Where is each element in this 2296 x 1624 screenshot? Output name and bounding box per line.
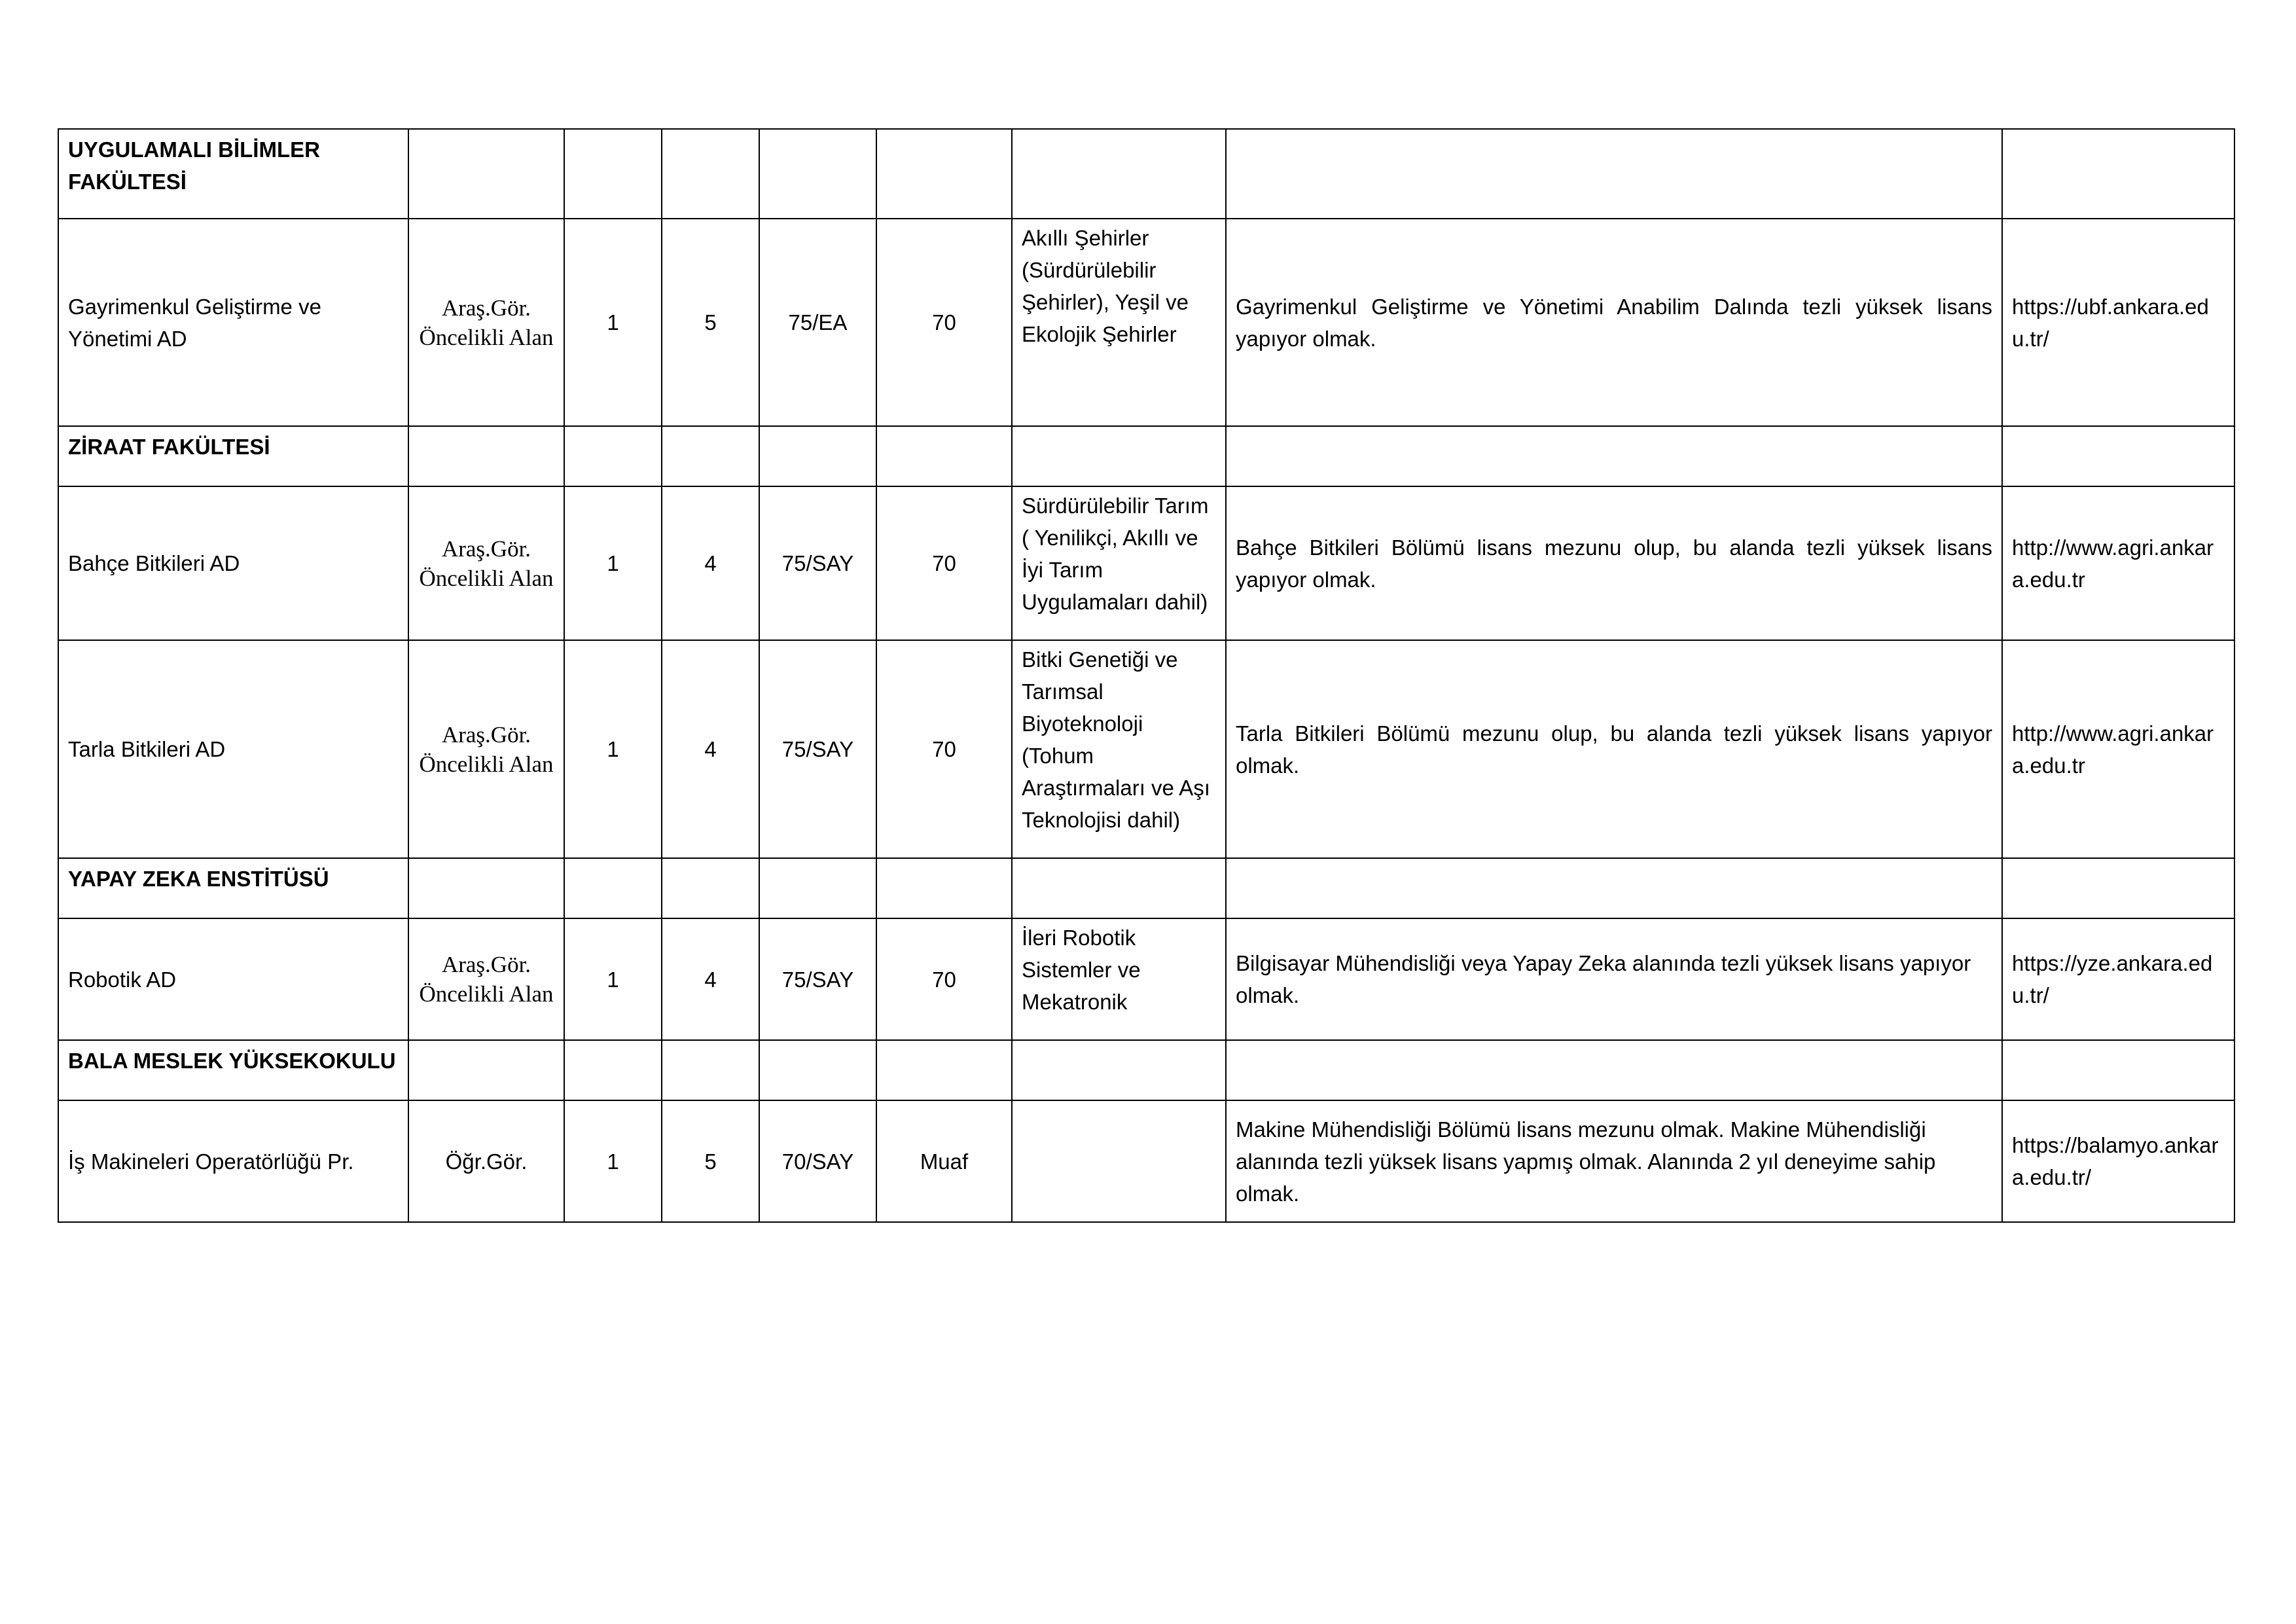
section-title: YAPAY ZEKA ENSTİTÜSÜ <box>58 858 408 918</box>
title-cell: Araş.Gör. Öncelikli Alan <box>408 918 564 1040</box>
unit-cell: Tarla Bitkileri AD <box>58 640 408 858</box>
url-cell: https://yze.ankara.edu.tr/ <box>2002 918 2234 1040</box>
url-cell: https://ubf.ankara.edu.tr/ <box>2002 219 2234 426</box>
ales-cell: 75/SAY <box>759 640 876 858</box>
section-row <box>58 1040 2234 1100</box>
requirement-cell: Gayrimenkul Geliştirme ve Yönetimi Anabilim Dalında tezli yüksek lisans yapıyor olmak. <box>1226 219 2002 426</box>
section-row <box>58 858 2234 918</box>
lang-cell: 70 <box>876 640 1012 858</box>
ales-cell: 70/SAY <box>759 1100 876 1222</box>
ales-cell: 75/SAY <box>759 486 876 640</box>
area-cell: Sürdürülebilir Tarım ( Yenilikçi, Akıllı ve İyi Tarım Uygulamaları dahil) <box>1012 486 1226 640</box>
requirement-cell: Bahçe Bitkileri Bölümü lisans mezunu olup, bu alanda tezli yüksek lisans yapıyor olmak. <box>1226 486 2002 640</box>
count-cell: 1 <box>564 486 662 640</box>
positions-table <box>58 128 2235 1223</box>
title-cell: Araş.Gör. Öncelikli Alan <box>408 640 564 858</box>
count-cell: 1 <box>564 918 662 1040</box>
area-cell: İleri Robotik Sistemler ve Mekatronik <box>1012 918 1226 1040</box>
table-row <box>58 219 2234 426</box>
title-cell: Araş.Gör. Öncelikli Alan <box>408 219 564 426</box>
section-title: BALA MESLEK YÜKSEKOKULU <box>58 1040 408 1100</box>
unit-cell: İş Makineleri Operatörlüğü Pr. <box>58 1100 408 1222</box>
requirement-cell: Tarla Bitkileri Bölümü mezunu olup, bu alanda tezli yüksek lisans yapıyor olmak. <box>1226 640 2002 858</box>
lang-cell: 70 <box>876 219 1012 426</box>
title-cell: Öğr.Gör. <box>408 1100 564 1222</box>
lang-cell: Muaf <box>876 1100 1012 1222</box>
section-row <box>58 426 2234 486</box>
ales-cell: 75/EA <box>759 219 876 426</box>
count-cell: 1 <box>564 219 662 426</box>
area-cell <box>1012 1100 1226 1222</box>
area-cell: Bitki Genetiği ve Tarımsal Biyoteknoloji (Tohum Araştırmaları ve Aşı Teknolojisi dahil) <box>1012 640 1226 858</box>
grade-cell: 4 <box>662 486 759 640</box>
title-cell: Araş.Gör. Öncelikli Alan <box>408 486 564 640</box>
section-title: ZİRAAT FAKÜLTESİ <box>58 426 408 486</box>
table-row <box>58 918 2234 1040</box>
url-cell: http://www.agri.ankara.edu.tr <box>2002 640 2234 858</box>
unit-cell: Bahçe Bitkileri AD <box>58 486 408 640</box>
requirement-cell: Bilgisayar Mühendisliği veya Yapay Zeka alanında tezli yüksek lisans yapıyor olmak. <box>1226 918 2002 1040</box>
ales-cell: 75/SAY <box>759 918 876 1040</box>
table-row <box>58 1100 2234 1222</box>
grade-cell: 5 <box>662 1100 759 1222</box>
section-row <box>58 129 2234 219</box>
lang-cell: 70 <box>876 918 1012 1040</box>
url-cell: https://balamyo.ankara.edu.tr/ <box>2002 1100 2234 1222</box>
url-cell: http://www.agri.ankara.edu.tr <box>2002 486 2234 640</box>
table-row <box>58 640 2234 858</box>
area-cell: Akıllı Şehirler (Sürdürülebilir Şehirler), Yeşil ve Ekolojik Şehirler <box>1012 219 1226 426</box>
unit-cell: Gayrimenkul Geliştirme ve Yönetimi AD <box>58 219 408 426</box>
count-cell: 1 <box>564 1100 662 1222</box>
requirement-cell: Makine Mühendisliği Bölümü lisans mezunu olmak. Makine Mühendisliği alanında tezli yüksek lisans yapmış olmak. Alanında 2 yıl deneyime sahip olmak. <box>1226 1100 2002 1222</box>
grade-cell: 5 <box>662 219 759 426</box>
unit-cell: Robotik AD <box>58 918 408 1040</box>
count-cell: 1 <box>564 640 662 858</box>
lang-cell: 70 <box>876 486 1012 640</box>
section-title: UYGULAMALI BİLİMLER FAKÜLTESİ <box>58 129 408 219</box>
table-row <box>58 486 2234 640</box>
grade-cell: 4 <box>662 918 759 1040</box>
grade-cell: 4 <box>662 640 759 858</box>
